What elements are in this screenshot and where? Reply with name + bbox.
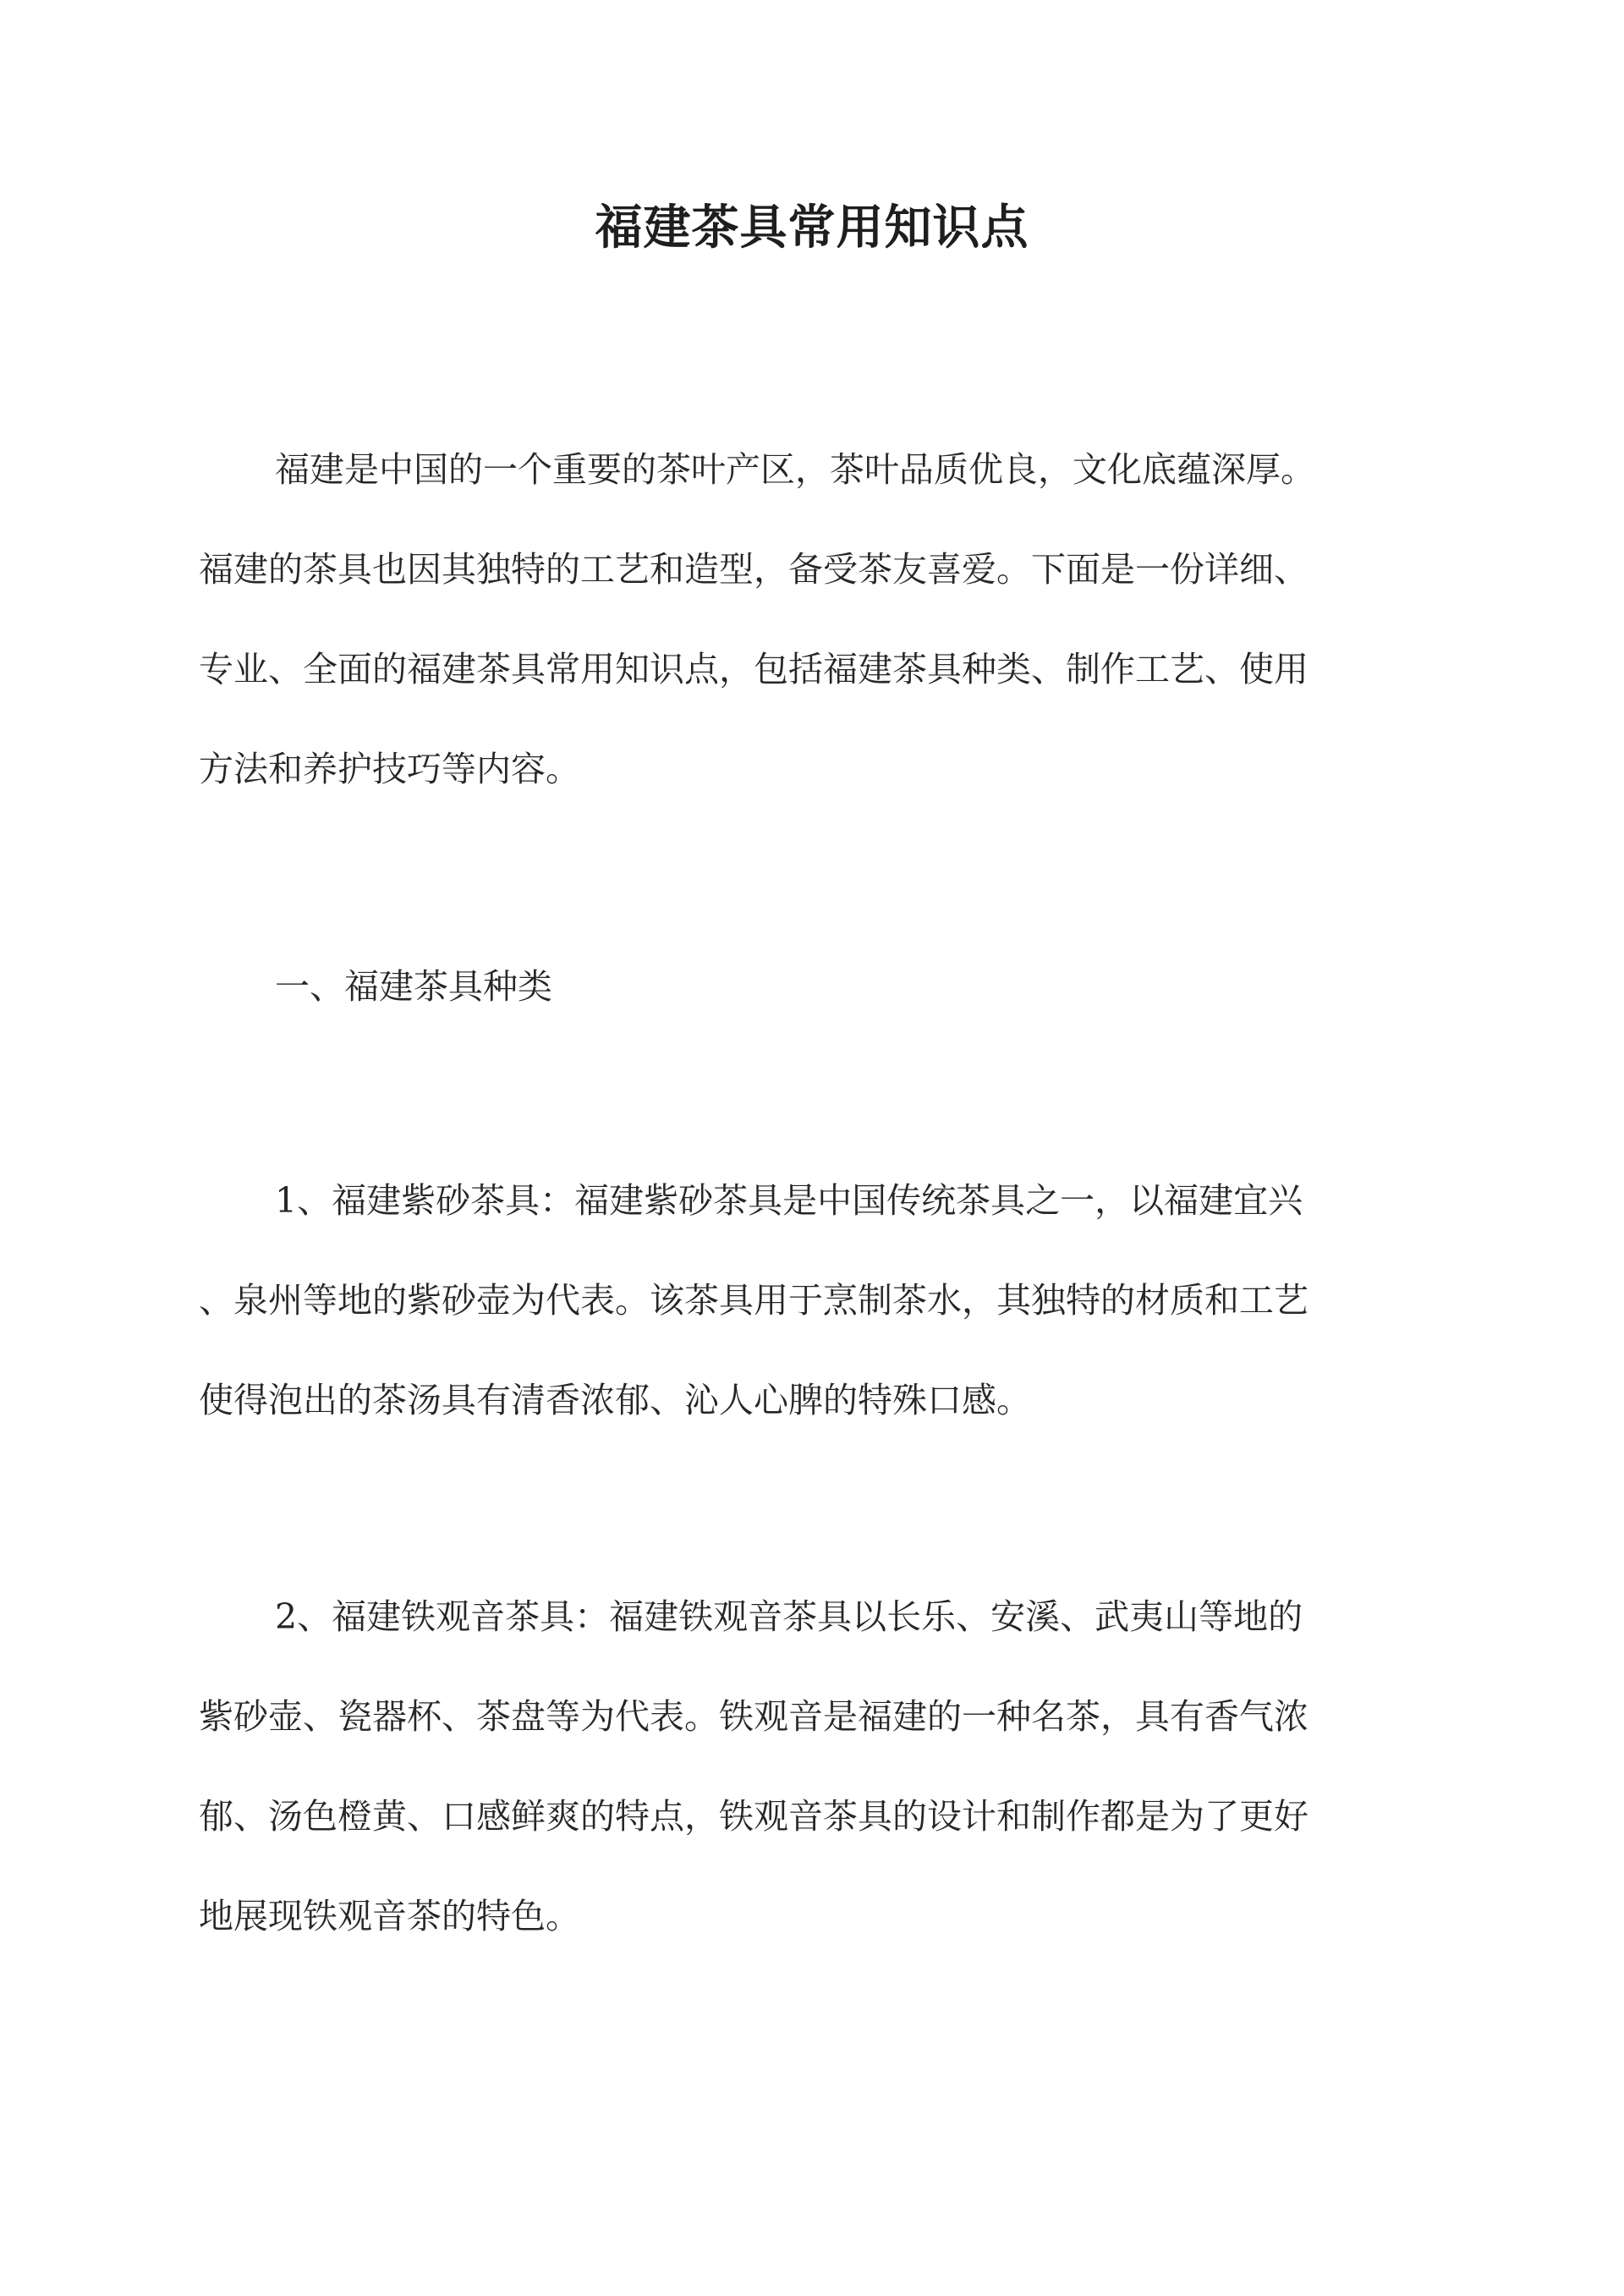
section-heading-text: 一、福建茶具种类 — [275, 966, 552, 1007]
item-2-line: 紫砂壶、瓷器杯、茶盘等为代表。铁观音是福建的一种名茶，具有香气浓 — [199, 1696, 1309, 1737]
item-2-line: 郁、汤色橙黄、口感鲜爽的特点，铁观音茶具的设计和制作都是为了更好 — [199, 1796, 1309, 1837]
document-title: 福建茶具常用知识点 — [595, 200, 1029, 255]
item-2-line: 地展现铁观音茶的特色。 — [199, 1896, 580, 1936]
item-1-line: 1、福建紫砂茶具：福建紫砂茶具是中国传统茶具之一，以福建宜兴 — [275, 1180, 1303, 1221]
intro-line: 专业、全面的福建茶具常用知识点，包括福建茶具种类、制作工艺、使用 — [199, 649, 1309, 689]
item-1-paragraph — [199, 1151, 1425, 1450]
item-1-line: 、泉州等地的紫砂壶为代表。该茶具用于烹制茶水，其独特的材质和工艺 — [199, 1280, 1309, 1321]
intro-line: 福建的茶具也因其独特的工艺和造型，备受茶友喜爱。下面是一份详细、 — [199, 549, 1309, 590]
item-2-paragraph — [199, 1567, 1425, 1966]
intro-paragraph — [199, 420, 1425, 819]
intro-line: 福建是中国的一个重要的茶叶产区，茶叶品质优良，文化底蕴深厚。 — [275, 449, 1315, 490]
section-heading — [199, 937, 1425, 1036]
item-2-line: 2、福建铁观音茶具：福建铁观音茶具以长乐、安溪、武夷山等地的 — [275, 1596, 1303, 1637]
intro-line: 方法和养护技巧等内容。 — [199, 749, 580, 789]
item-1-line: 使得泡出的茶汤具有清香浓郁、沁人心脾的特殊口感。 — [199, 1380, 1031, 1420]
